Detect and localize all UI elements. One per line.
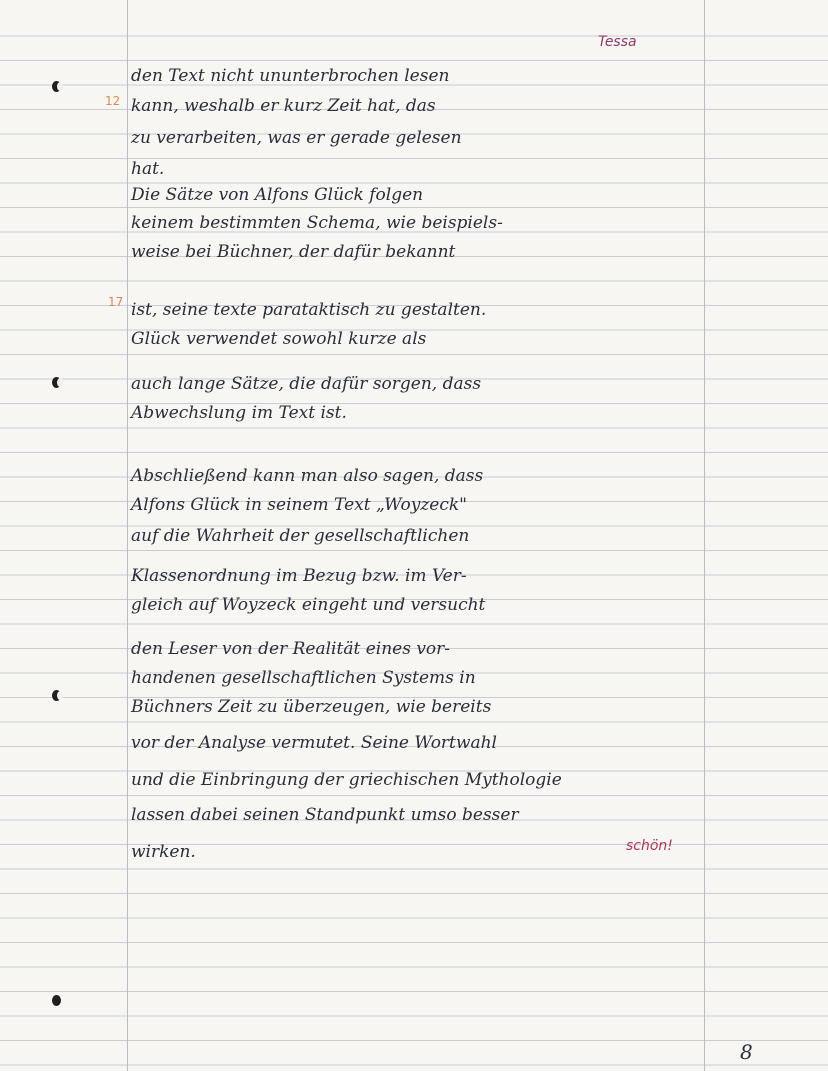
text-line-2: kann, weshalb er kurz Zeit hat, das	[131, 96, 436, 116]
text-line-21: und die Einbringung der griechischen Mythologie	[131, 770, 562, 790]
text-line-3: zu verarbeiten, was er gerade gelesen	[131, 128, 462, 148]
text-line-4: hat.	[131, 159, 165, 179]
text-line-9: Glück verwendet sowohl kurze als	[131, 329, 427, 349]
text-line-19: Büchners Zeit zu überzeugen, wie bereits	[131, 697, 492, 717]
author-name: Tessa	[598, 34, 637, 50]
text-line-15: Klassenordnung im Bezug bzw. im Ver-	[131, 566, 467, 586]
text-line-5: Die Sätze von Alfons Glück folgen	[131, 185, 424, 205]
text-line-6: keinem bestimmten Schema, wie beispiels-	[131, 213, 503, 233]
margin-line-number-17: 17	[108, 295, 124, 309]
right-margin-line	[704, 0, 705, 1071]
text-line-22: lassen dabei seinen Standpunkt umso besser	[131, 805, 519, 825]
text-line-8: ist, seine texte parataktisch zu gestalten.	[131, 300, 487, 320]
punch-hole-2	[52, 377, 61, 388]
text-line-20: vor der Analyse vermutet. Seine Wortwahl	[131, 733, 497, 753]
text-line-18: handenen gesellschaftlichen Systems in	[131, 668, 476, 688]
text-line-10: auch lange Sätze, die dafür sorgen, dass	[131, 374, 482, 394]
teacher-comment: schön!	[626, 838, 673, 854]
text-line-16: gleich auf Woyzeck eingeht und versucht	[131, 595, 486, 615]
text-line-17: den Leser von der Realität eines vor-	[131, 639, 451, 659]
page-number: 8	[740, 1040, 753, 1064]
text-line-14: auf die Wahrheit der gesellschaftlichen	[131, 526, 470, 546]
margin-line-number-12: 12	[105, 94, 121, 108]
punch-hole-3	[52, 690, 61, 701]
text-line-11: Abwechslung im Text ist.	[131, 403, 347, 423]
text-line-12: Abschließend kann man also sagen, dass	[131, 466, 484, 486]
text-line-1: den Text nicht ununterbrochen lesen	[131, 66, 450, 86]
text-line-13: Alfons Glück in seinem Text „Woyzeck"	[131, 495, 467, 515]
text-line-7: weise bei Büchner, der dafür bekannt	[131, 242, 456, 262]
punch-hole-4	[52, 995, 61, 1006]
left-margin-line	[127, 0, 128, 1071]
punch-hole-1	[52, 81, 61, 92]
text-line-23: wirken.	[131, 842, 196, 862]
